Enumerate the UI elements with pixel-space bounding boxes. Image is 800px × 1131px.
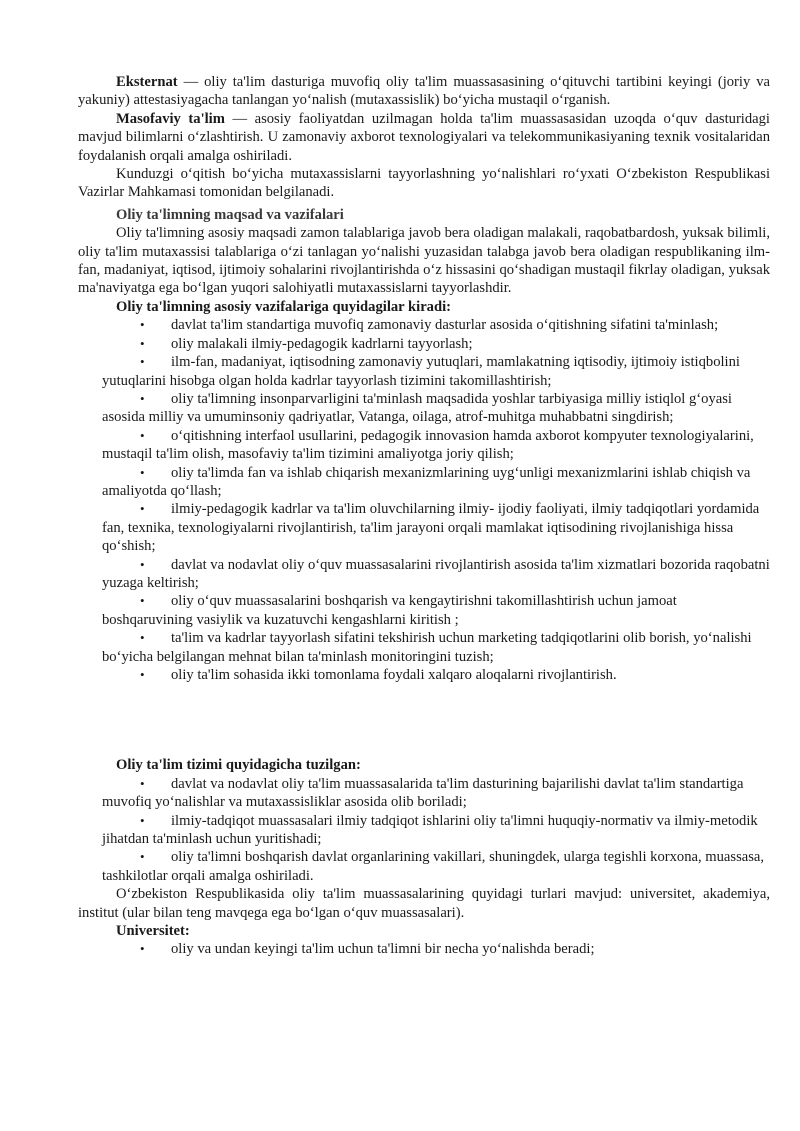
list-item: • oliy malakali ilmiy-pedagogik kadrlarni tayyorlash; — [140, 335, 473, 352]
vazifalar-list — [78, 316, 770, 684]
tizim-list — [78, 775, 770, 885]
list-item: • davlat ta'lim standartiga muvofiq zamonaviy dasturlar asosida o‘qitishning sifatini ta'minlash; — [140, 317, 719, 334]
bullet-icon: • — [140, 849, 145, 865]
bullet-icon: • — [140, 354, 145, 370]
bullet-icon: • — [140, 501, 145, 517]
list-item: • ta'lim va kadrlar tayyorlash sifatini tekshirish uchun marketing tadqiqotlarini olib borish, yo‘nalishi bo‘yicha belgilangan mehnat bilan ta'minlash monitoringini tuzish; — [102, 630, 752, 665]
list-item: • davlat va nodavlat oliy o‘quv muassasalarini rivojlantirish asosida ta'lim xizmatlari bozorida raqobatni yuzaga keltirish; — [102, 556, 770, 591]
tizim-heading: Oliy ta'lim tizimi quyidagicha tuzilgan: — [116, 757, 361, 774]
masofaviy-paragraph — [78, 110, 770, 165]
list-item: • oliy ta'lim sohasida ikki tomonlama foydali xalqaro aloqalarni rivojlantirish. — [140, 667, 617, 683]
vazifalar-heading: Oliy ta'limning asosiy vazifalariga quyidagilar kiradi: — [116, 298, 452, 315]
blank-space — [78, 684, 770, 756]
bullet-icon: • — [140, 335, 145, 351]
masofaviy-term: Masofaviy ta'lim — [116, 110, 225, 127]
bullet-icon: • — [140, 667, 145, 682]
maqsad-heading: Oliy ta'limning maqsad va vazifalari — [116, 206, 344, 223]
list-item: • ilmiy-pedagogik kadrlar va ta'lim oluvchilarning ilmiy- ijodiy faoliyati, ilmiy tadqiqotlari yordamida fan, texnika, texnologiyalarni rivojlantirish, ta'lim jarayoni orqali mamlakat iqtisodining rivojlanishiga hissa qo‘shish; — [102, 501, 760, 555]
bullet-icon: • — [140, 556, 145, 572]
bullet-icon: • — [140, 630, 145, 646]
list-item: • oliy o‘quv muassasalarini boshqarish va kengaytirishni takomillashtirish uchun jamoat boshqaruvining vasiylik va kuzatuvchi kengashlarni kiritish ; — [102, 593, 677, 628]
universitet-list — [78, 940, 770, 958]
list-item: • ilm-fan, madaniyat, iqtisodning zamonaviy yutuqlari, mamlakatning iqtisodiy, ijtimoiy istiqbolini yutuqlarini hisobga olgan holda kadrlar tayyorlash tizimini takomillashtirish; — [102, 354, 740, 389]
list-item: • o‘qitishning interfaol usullarini, pedagogik innovasion hamda axborot kompyuter texnologiyalarini, mustaqil ta'lim olish, masofaviy ta'lim tizimini amaliyotga joriy qilish; — [102, 427, 754, 463]
list-item: • oliy ta'limni boshqarish davlat organlarining vakillari, shuningdek, ularga tegishli korxona, muassasa, tashkilotlar orqali amalga oshiriladi. — [102, 849, 765, 884]
bullet-icon: • — [140, 317, 145, 333]
bullet-icon: • — [140, 464, 145, 480]
eksternat-text: — oliy ta'lim dasturiga muvofiq oliy ta'lim muassasasining o‘qituvchi tartibini keyingi (joriy va yakuniy) attestasiyagacha tanlangan yo‘nalish (mutaxassislik) bo‘yicha mustaqil o‘rganish. — [78, 74, 770, 109]
bullet-icon: • — [140, 775, 145, 791]
eksternat-term: Eksternat — [116, 74, 178, 90]
bullet-icon: • — [140, 427, 145, 443]
bullet-icon: • — [140, 812, 145, 828]
bullet-icon: • — [140, 390, 145, 406]
masofaviy-text: — asosiy faoliyatdan uzilmagan holda ta'lim muassasasidan uzoqda o‘quv dasturidagi mavjud bilimlarni o‘zlashtirish. U zamonaviy axborot texnologiyalari va telekommunikasiyaning texnik vositalaridan foydalanish orqali amalga oshiriladi. — [78, 110, 770, 164]
list-item: • oliy ta'limda fan va ishlab chiqarish mexanizmlarining uyg‘unligi mexanizmlarini ishlab chiqish va amaliyotda qo‘llash; — [102, 464, 751, 499]
eksternat-paragraph — [78, 73, 770, 110]
list-item: • oliy va undan keyingi ta'lim uchun ta'limni bir necha yo‘nalishda beradi; — [140, 941, 595, 958]
list-item: • ilmiy-tadqiqot muassasalari ilmiy tadqiqot ishlarini oliy ta'limni huquqiy-normativ va ilmiy-metodik jihatdan ta'minlash uchun yuritishadi; — [102, 812, 758, 848]
turlari-paragraph: O‘zbekiston Respublikasida oliy ta'lim muassasalarining quyidagi turlari mavjud: universitet, akademiya, institut (ular bilan teng mavqega ega bo‘lgan o‘quv muassasalari). — [78, 886, 770, 921]
maqsad-paragraph: Oliy ta'limning asosiy maqsadi zamon talablariga javob bera oladigan malakali, raqobatbardosh, yuksak bilimli, oliy ta'lim mutaxassisi talablariga o‘zi tanlagan yo‘nalishi yuzasidan talabga javob bera oladigan respublikaning ilm-fan, madaniyat, iqtisod, ijtimoiy sohalarini rivojlantirishda o‘z hissasini qo‘shadigan mustaqil fikrlay oladigan, yuksak ma'naviyatga ega bo‘lgan yuqori salohiyatli mutaxassislarni tayyorlashdir. — [78, 225, 770, 297]
kunduzgi-paragraph: Kunduzgi o‘qitish bo‘yicha mutaxassislarni tayyorlashning yo‘nalishlari ro‘yxati O‘zbekiston Respublikasi Vazirlar Mahkamasi tomonidan belgilanadi. — [78, 166, 770, 201]
list-item: • oliy ta'limning insonparvarligini ta'minlash maqsadida yoshlar tarbiyasiga milliy istiqlol g‘oyasi asosida milliy va umuminsoniy qadriyatlar, Vatanga, oilaga, atrof-muhitga muhabbatni singdirish; — [102, 390, 732, 426]
bullet-icon: • — [140, 593, 145, 609]
list-item: • davlat va nodavlat oliy ta'lim muassasalarida ta'lim dasturining bajarilishi davlat ta'lim standartiga muvofiq yo‘nalishlar va mutaxassisliklar asosida olib boriladi; — [102, 775, 744, 811]
universitet-heading: Universitet: — [116, 923, 190, 940]
bullet-icon: • — [140, 941, 145, 957]
